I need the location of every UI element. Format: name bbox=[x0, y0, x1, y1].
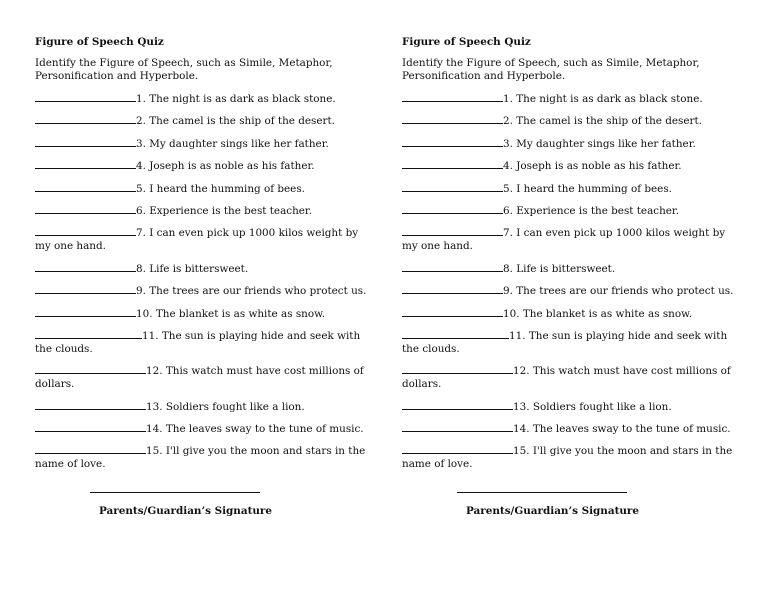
answer-blank[interactable] bbox=[35, 226, 136, 236]
answer-blank[interactable] bbox=[402, 364, 513, 374]
question-14 bbox=[402, 422, 736, 436]
answer-blank[interactable] bbox=[35, 444, 146, 454]
answer-blank[interactable] bbox=[402, 204, 503, 214]
question-text: 6. Experience is the best teacher. bbox=[503, 204, 680, 217]
answer-blank[interactable] bbox=[402, 226, 503, 236]
question-text: 1. The night is as dark as black stone. bbox=[136, 93, 336, 105]
question-text: 15. I'll give you the moon and stars in the name of love. bbox=[402, 445, 733, 471]
answer-blank[interactable] bbox=[35, 364, 146, 374]
answer-blank[interactable] bbox=[402, 159, 503, 169]
question-text: 9. The trees are our friends who protect us. bbox=[136, 285, 367, 298]
answer-blank[interactable] bbox=[35, 422, 146, 432]
answer-blank[interactable] bbox=[35, 159, 136, 169]
question-text: 3. My daughter sings like her father. bbox=[503, 137, 696, 150]
question-text: 3. My daughter sings like her father. bbox=[136, 137, 329, 150]
question-3 bbox=[35, 137, 369, 151]
question-text: 6. Experience is the best teacher. bbox=[136, 204, 313, 217]
answer-blank[interactable] bbox=[35, 114, 136, 124]
signature-line[interactable] bbox=[457, 492, 627, 493]
answer-blank[interactable] bbox=[402, 114, 503, 124]
answer-blank[interactable] bbox=[35, 92, 136, 102]
question-5 bbox=[35, 182, 369, 196]
answer-blank[interactable] bbox=[35, 307, 136, 317]
question-15 bbox=[35, 444, 369, 471]
question-text: 4. Joseph is as noble as his father. bbox=[136, 160, 315, 173]
question-text: 10. The blanket is as white as snow. bbox=[136, 307, 326, 320]
question-9 bbox=[35, 284, 369, 298]
question-2 bbox=[35, 114, 369, 128]
question-text: 14. The leaves sway to the tune of music. bbox=[146, 423, 364, 436]
answer-blank[interactable] bbox=[35, 137, 136, 147]
question-15 bbox=[402, 444, 736, 471]
answer-blank[interactable] bbox=[402, 182, 503, 192]
answer-blank[interactable] bbox=[35, 284, 136, 294]
answer-blank[interactable] bbox=[35, 329, 142, 339]
quiz-title: Figure of Speech Quiz bbox=[35, 36, 164, 48]
question-text: 2. The camel is the ship of the desert. bbox=[503, 115, 702, 128]
answer-blank[interactable] bbox=[402, 422, 513, 432]
question-text: 13. Soldiers fought like a lion. bbox=[146, 400, 305, 413]
question-8 bbox=[402, 262, 736, 276]
answer-blank[interactable] bbox=[35, 400, 146, 410]
quiz-instructions: Identify the Figure of Speech, such as Simile, Metaphor, Personification and Hyperbole. bbox=[402, 57, 700, 82]
answer-blank[interactable] bbox=[35, 262, 136, 272]
question-text: 7. I can even pick up 1000 kilos weight by my one hand. bbox=[402, 227, 726, 253]
question-1 bbox=[35, 92, 369, 106]
question-text: 5. I heard the humming of bees. bbox=[136, 182, 305, 195]
question-7 bbox=[402, 226, 736, 253]
question-text: 12. This watch must have cost millions of dollars. bbox=[35, 365, 364, 391]
question-8 bbox=[35, 262, 369, 276]
quiz-instructions: Identify the Figure of Speech, such as Simile, Metaphor, Personification and Hyperbole. bbox=[35, 57, 333, 82]
signature-label: Parents/Guardian’s Signature bbox=[99, 505, 273, 517]
answer-blank[interactable] bbox=[402, 284, 503, 294]
answer-blank[interactable] bbox=[402, 307, 503, 317]
question-1 bbox=[402, 92, 736, 106]
quiz-title: Figure of Speech Quiz bbox=[402, 36, 531, 48]
question-text: 12. This watch must have cost millions of dollars. bbox=[402, 365, 731, 391]
question-text: 9. The trees are our friends who protect us. bbox=[503, 285, 734, 298]
quiz-sheet-right bbox=[402, 36, 736, 517]
question-7 bbox=[35, 226, 369, 253]
question-text: 5. I heard the humming of bees. bbox=[503, 182, 672, 195]
question-text: 2. The camel is the ship of the desert. bbox=[136, 115, 335, 128]
answer-blank[interactable] bbox=[402, 262, 503, 272]
question-10 bbox=[402, 307, 736, 321]
answer-blank[interactable] bbox=[35, 204, 136, 214]
question-13 bbox=[402, 400, 736, 414]
question-6 bbox=[402, 204, 736, 218]
answer-blank[interactable] bbox=[402, 92, 503, 102]
question-14 bbox=[35, 422, 369, 436]
question-text: 13. Soldiers fought like a lion. bbox=[513, 400, 672, 413]
question-12 bbox=[402, 364, 736, 391]
question-text: 14. The leaves sway to the tune of music. bbox=[513, 423, 731, 436]
question-text: 4. Joseph is as noble as his father. bbox=[503, 160, 682, 173]
question-text: 11. The sun is playing hide and seek with the clouds. bbox=[35, 329, 361, 355]
question-13 bbox=[35, 400, 369, 414]
question-12 bbox=[35, 364, 369, 391]
question-text: 15. I'll give you the moon and stars in the name of love. bbox=[35, 445, 366, 471]
question-4 bbox=[402, 159, 736, 173]
question-10 bbox=[35, 307, 369, 321]
quiz-sheet-left bbox=[35, 36, 369, 517]
question-text: 7. I can even pick up 1000 kilos weight by my one hand. bbox=[35, 227, 359, 253]
question-11 bbox=[35, 329, 369, 356]
question-5 bbox=[402, 182, 736, 196]
question-4 bbox=[35, 159, 369, 173]
question-text: 8. Life is bittersweet. bbox=[136, 262, 249, 275]
answer-blank[interactable] bbox=[402, 400, 513, 410]
question-3 bbox=[402, 137, 736, 151]
question-text: 8. Life is bittersweet. bbox=[503, 262, 616, 275]
question-text: 1. The night is as dark as black stone. bbox=[503, 93, 703, 105]
answer-blank[interactable] bbox=[402, 329, 509, 339]
answer-blank[interactable] bbox=[402, 137, 503, 147]
question-6 bbox=[35, 204, 369, 218]
question-text: 11. The sun is playing hide and seek with the clouds. bbox=[402, 329, 728, 355]
question-11 bbox=[402, 329, 736, 356]
question-2 bbox=[402, 114, 736, 128]
question-9 bbox=[402, 284, 736, 298]
signature-line[interactable] bbox=[90, 492, 260, 493]
signature-label: Parents/Guardian’s Signature bbox=[466, 505, 640, 517]
answer-blank[interactable] bbox=[35, 182, 136, 192]
answer-blank[interactable] bbox=[402, 444, 513, 454]
question-text: 10. The blanket is as white as snow. bbox=[503, 307, 693, 320]
